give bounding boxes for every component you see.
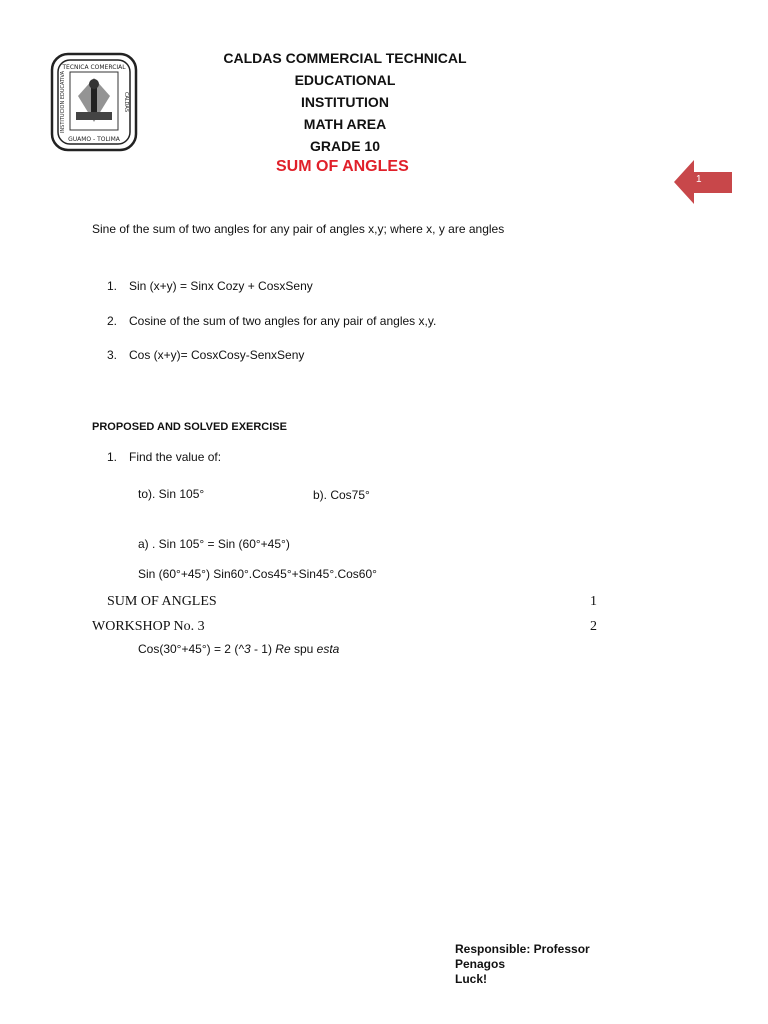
exercise-prompt: Find the value of:	[129, 450, 222, 464]
list-text: Cos (x+y)= CosxCosy-SenxSeny	[129, 348, 305, 362]
footer-block	[455, 942, 590, 987]
intro-text: Sine of the sum of two angles for any pair of angles x,y; where x, y are angles	[92, 222, 505, 236]
header-line-4: GRADE 10	[309, 138, 381, 154]
school-seal-logo	[50, 52, 138, 152]
list-number: 3.	[107, 348, 118, 362]
toc-entry-label[interactable]: WORKSHOP No. 3	[92, 619, 205, 634]
svg-text:TECNICA COMERCIAL: TECNICA COMERCIAL	[62, 64, 126, 71]
cos-mid: - 1)	[250, 642, 276, 656]
footer-line-3: Luck!	[455, 972, 488, 986]
list-number: 1.	[107, 279, 118, 293]
list-item	[107, 314, 436, 328]
footer-line-2: Penagos	[455, 957, 506, 971]
cos-italic-1: ^3	[238, 642, 251, 656]
list-item	[107, 279, 313, 293]
svg-text:INSTITUCION EDUCATIVA: INSTITUCION EDUCATIVA	[60, 70, 66, 134]
solution-step-b: Sin (60°+45°) Sin60°.Cos45°+Sin45°.Cos60°	[138, 567, 377, 581]
header-line-3: MATH AREA	[303, 116, 387, 132]
document-title: SUM OF ANGLES	[276, 158, 409, 175]
header-line-1: CALDAS COMMERCIAL TECHNICAL EDUCATIONAL	[223, 50, 467, 88]
cos-italic-3: esta	[316, 642, 340, 656]
page-marker-arrow[interactable]	[674, 160, 734, 204]
exercise-item	[107, 450, 221, 464]
solution-step-a: a) . Sin 105° = Sin (60°+45°)	[138, 537, 290, 551]
exercise-part-b: b). Cos75°	[313, 488, 370, 502]
header-line-2: INSTITUTION	[301, 94, 389, 110]
cos-italic-2: Re	[275, 642, 291, 656]
cos-plain: spu	[290, 642, 317, 656]
school-header	[180, 47, 510, 157]
exercise-number: 1.	[107, 450, 118, 464]
svg-text:CALDAS: CALDAS	[123, 91, 129, 113]
exercise-heading: PROPOSED AND SOLVED EXERCISE	[92, 421, 287, 433]
page-marker-number: 1	[696, 174, 702, 185]
toc-entry-page: 1	[590, 594, 597, 609]
exercise-part-a: to). Sin 105°	[138, 487, 205, 501]
svg-text:GUAMO - TOLIMA: GUAMO - TOLIMA	[68, 136, 120, 143]
cos-formula-line	[138, 642, 339, 656]
list-text: Cosine of the sum of two angles for any pair of angles x,y.	[129, 314, 437, 328]
list-number: 2.	[107, 314, 118, 328]
toc-entry-page: 2	[590, 619, 597, 634]
list-text: Sin (x+y) = Sinx Cozy + CosxSeny	[129, 279, 313, 293]
list-item	[107, 348, 304, 362]
toc-entry-label[interactable]: SUM OF ANGLES	[107, 594, 217, 609]
footer-line-1: Responsible: Professor	[455, 942, 590, 956]
cos-main: Cos(30°+45°) = 2 (	[138, 642, 239, 656]
